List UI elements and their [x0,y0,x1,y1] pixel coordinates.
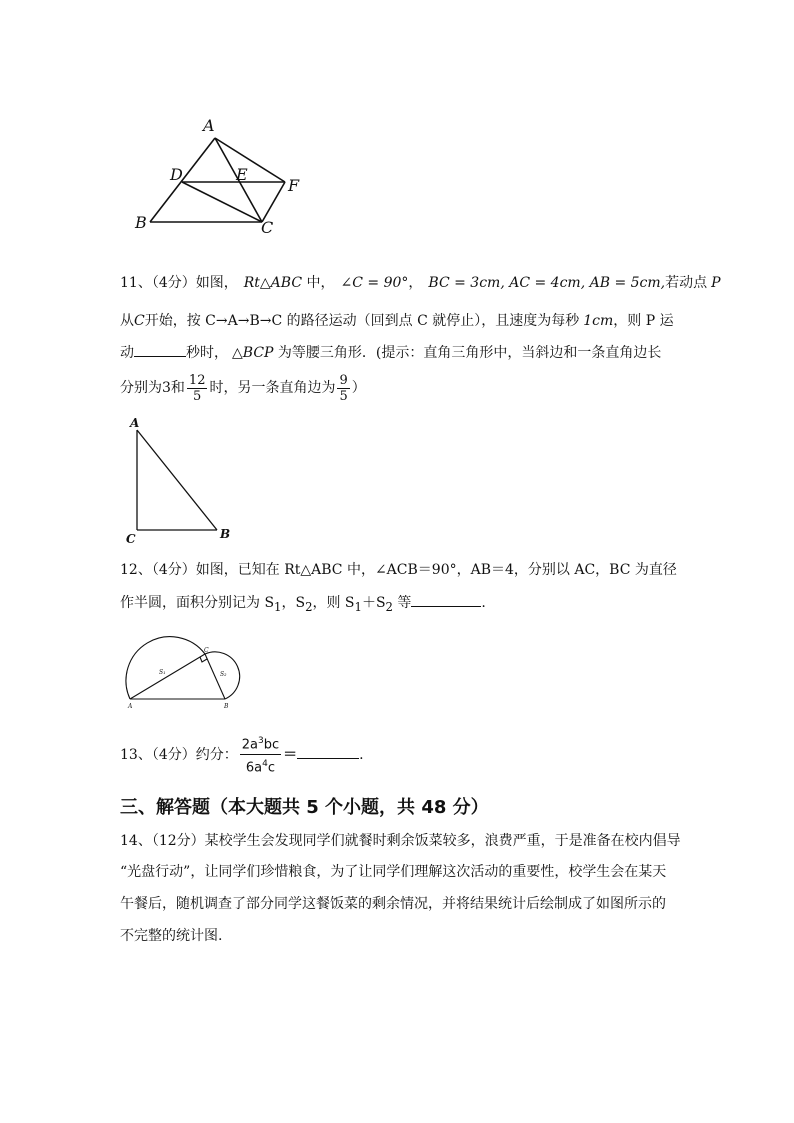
q13-den-b: c [267,760,276,776]
q14-text: 午餐后，随机调查了部分同学这餐饭菜的剩余情况，并将结果统计后绘制成了如图所示的 [120,896,666,912]
fig10-label-a: A [203,116,215,135]
q11-line-3 [120,342,661,363]
q11-point-p: P [711,275,721,291]
q14-line-4 [120,926,222,946]
section-title: 三、解答题（本大题共 5 个小题，共 48 分） [120,797,489,818]
q13-num-a: 2a [241,737,258,753]
q13-num-b: bc [263,737,280,753]
q12-text: ，则 S [312,595,355,611]
q11-rt-abc: Rt△ABC [243,275,303,291]
q11-text: 若动点 [665,275,708,291]
q14-line-2 [120,862,666,882]
fig11-label-c: C [126,532,136,546]
q11-frac1-numerator: 12 [188,372,206,388]
q14-text: “光盘行动”，让同学们珍惜粮食，为了让同学们理解这次活动的重要性，校学生会在某天 [120,864,667,880]
q14-number: 14、 [120,833,152,849]
figure-quadrilateral [130,115,310,240]
q12-score: （4分） [151,562,196,578]
q11-line-2 [120,311,674,331]
q12-number: 12、 [120,562,152,578]
q11-text: ） [351,380,366,396]
q13-equals: ＝ [283,746,298,763]
q14-line-3 [120,894,666,914]
q12-text: 作半圆，面积分别记为 S [120,595,275,611]
q11-answer-blank[interactable] [134,342,186,357]
q12-subscript: 2 [385,599,393,614]
q13-num-exp: 3 [258,736,264,746]
q12-text: . [481,595,486,611]
q11-text: 为等腰三角形．(提示：直角三角形中，当斜边和一条直角边长 [273,345,662,361]
q14-text: 某校学生会发现同学们就餐时剩余饭菜较多，浪费严重，于是准备在校内倡导 [204,833,681,849]
q13-text: . [359,746,364,763]
q11-line-1 [120,273,721,293]
q12-text: 等 [392,595,412,611]
q11-text: 分别为 [120,380,162,396]
q13-fraction [240,732,281,778]
q11-speed: 1cm [583,313,614,329]
q13-denominator [240,755,281,777]
q11-point-c: C [134,313,145,329]
q11-frac1-denominator: 5 [193,388,202,404]
q11-score: （4分） [151,275,196,291]
fig12-label-s2: S₂ [220,671,227,678]
q11-frac2-denominator: 5 [339,388,348,404]
q14-line-1 [120,831,681,851]
q11-text: ， [408,275,423,291]
q11-frac2-numerator: 9 [339,372,348,388]
q14-score: （12分） [151,833,205,849]
q12-text: ，S [281,595,306,611]
q12-subscript: 1 [274,599,282,614]
q13-numerator [240,732,281,755]
q12-answer-blank[interactable] [411,592,481,607]
q11-number: 11、 [120,275,152,291]
q11-angle-c: ∠C = 90° [340,275,409,291]
q12-line-1 [120,560,677,580]
q11-triangle-bcp: △BCP [232,345,274,361]
fig11-label-a: A [130,416,140,430]
fig10-label-f: F [288,176,300,195]
fig12-label-a: A [128,703,133,710]
q13-den-exp: 4 [262,759,268,770]
fig10-label-b: B [135,213,147,232]
q13-number: 13、 [120,746,152,763]
q13-label: 约分： [195,746,238,763]
q13-den-a: 6a [245,760,263,776]
figure-right-triangle [122,412,242,547]
q11-text: 秒时， [186,345,228,361]
q11-text: 开始，按 C→A→B→C 的路径运动（回到点 C 就停止），且速度为每秒 [144,313,580,329]
q11-text: 从 [120,313,134,329]
q11-text: ，则 P 运 [613,313,674,329]
q12-text: 如图，已知在 Rt△ABC 中，∠ACB＝90°，AB＝4，分别以 AC，BC 为直径 [195,562,677,578]
fig10-label-c: C [261,218,274,237]
figure-semicircles [122,632,257,712]
q11-fraction-9-5 [337,373,349,404]
q11-lengths: BC = 3cm, AC = 4cm, AB = 5cm, [428,275,666,291]
q13-score: （4分） [151,746,196,763]
q12-subscript: 1 [354,599,362,614]
q11-text: 和 [170,380,185,396]
fig10-label-d: D [170,165,183,184]
q11-text: 如图， [195,275,238,291]
q11-text: 时，另一条直角边为 [209,380,336,396]
q12-text: ＋S [361,595,386,611]
q13-answer-blank[interactable] [297,744,359,759]
q11-text: 动 [120,345,134,361]
q11-text: 中， [302,275,335,291]
fig10-label-e: E [236,165,248,184]
q11-three: 3 [162,380,171,396]
q12-subscript: 2 [305,599,313,614]
q11-line-4 [120,370,366,406]
fig12-label-s1: S₁ [159,669,166,676]
q14-text: 不完整的统计图. [120,928,223,944]
fig12-label-c: C [204,647,209,654]
fig12-label-b: B [224,703,229,710]
fig11-label-b: B [220,527,231,541]
q12-line-2 [120,592,486,617]
q11-fraction-12-5 [187,373,208,404]
q13-line [120,732,364,778]
